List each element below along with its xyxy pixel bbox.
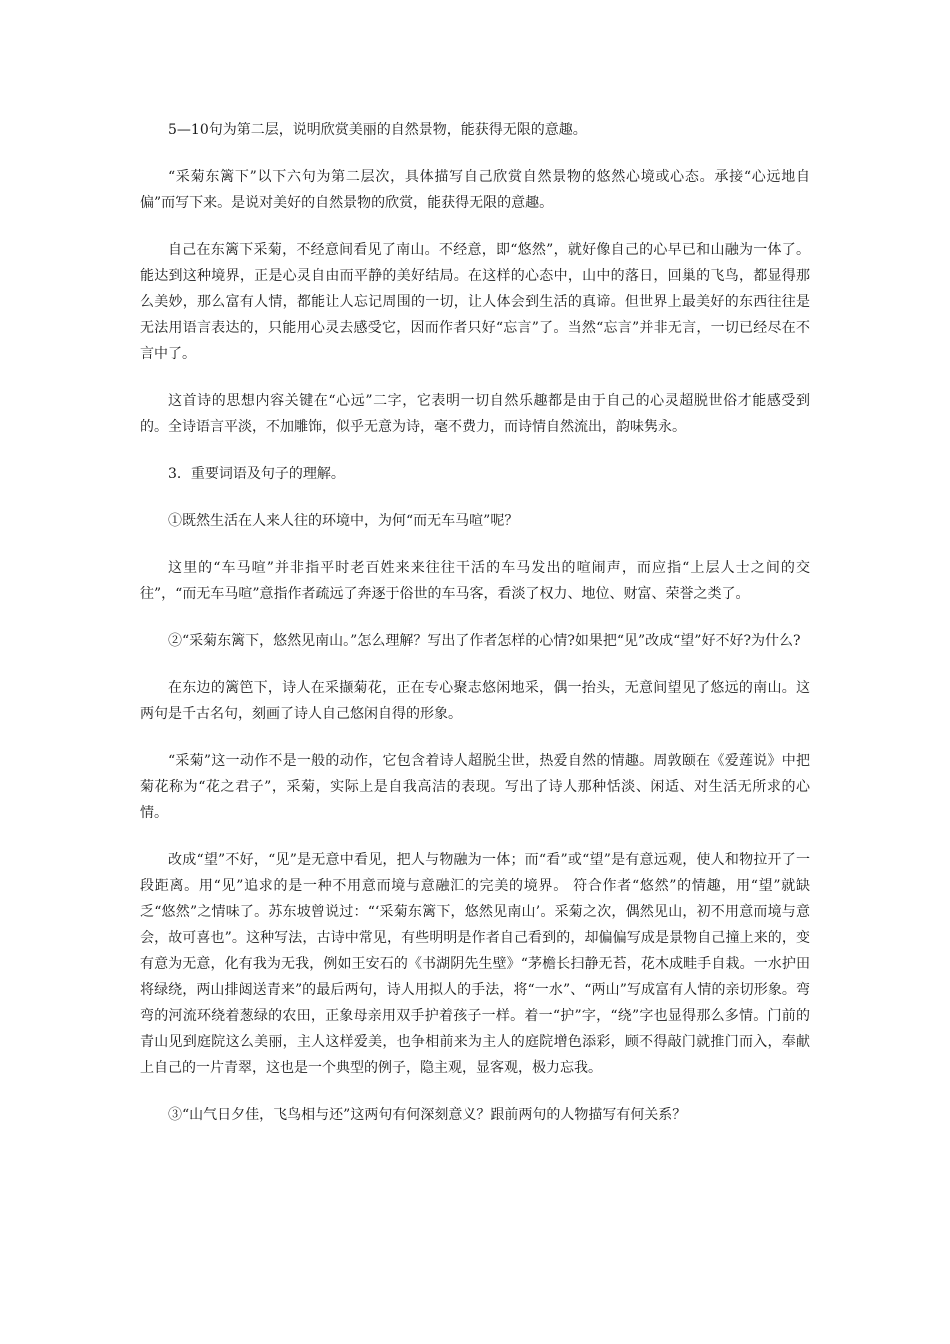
- question-2: ②“采菊东篱下，悠然见南山。”怎么理解？写出了作者怎样的心情?如果把“见”改成“望”好不好?为什么?: [168, 633, 801, 649]
- paragraph-caiju-section: “采菊东篱下”以下六句为第二层次，具体描写自己欣赏自然景物的悠然心境或心态。承接“心远地自偏”而写下来。是说对美好的自然景物的欣赏，能获得无限的意趣。: [140, 169, 810, 211]
- answer-2-part-1: 在东边的篱笆下，诗人在采撷菊花，正在专心聚志悠闲地采，偶一抬头，无意间望见了悠远的南山。这两句是千古名句，刻画了诗人自己悠闲自得的形象。: [140, 680, 810, 722]
- question-3: ③“山气日夕佳，飞鸟相与还”这两句有何深刻意义？跟前两句的人物描写有何关系？: [168, 1107, 687, 1123]
- paragraph-xinyuan-key: 这首诗的思想内容关键在“心远”二字，它表明一切自然乐趣都是由于自己的心灵超脱世俗才能感受到的。全诗语言平淡，不加雕饰，似乎无意为诗，毫不费力，而诗情自然流出，韵味隽永。: [140, 393, 810, 435]
- document-body: [140, 117, 810, 1149]
- answer-1: 这里的“车马喧”并非指平时老百姓来来往往干活的车马发出的喧闹声，而应指“上层人士之间的交往”，“而无车马喧”意指作者疏远了奔逐于俗世的车马客，看淡了权力、地位、财富、荣誉之类了。: [140, 560, 810, 602]
- answer-2-part-3: 改成“望”不好，“见”是无意中看见，把人与物融为一体；而“看”或“望”是有意远观，使人和物拉开了一段距离。用“见”追求的是一种不用意而境与意融汇的完美的境界。 符合作者“悠然”的情趣，用“望”就缺乏“悠然”之情味了。苏东坡曾说过：“‘采菊东篱下，悠然见南山’。采菊之次，偶然见山，初不用意而境与意会，故可喜也”。这种写法，古诗中常见，有些明明是作者自己看到的，却偏偏写成是景物自己撞上来的，变有意为无意，化有我为无我，例如王安石的《书湖阴先生壁》“茅檐长扫静无苔，花木成畦手自栽。一水护田将绿绕，两山排闼送青来”的最后两句，诗人用拟人的手法，将“一水”、“两山”写成富有人情的亲切形象。弯弯的河流环绕着葱绿的农田，正象母亲用双手护着孩子一样。着一“护”字，“绕”字也显得那么多情。门前的青山见到庭院这么美丽，主人这样爱美，也争相前来为主人的庭院增色添彩，顾不得敲门就推门而入，奉献上自己的一片青翠，这也是一个典型的例子，隐主观，显客观，极力忘我。: [140, 852, 810, 1076]
- answer-2-part-2: “采菊”这一动作不是一般的动作，它包含着诗人超脱尘世，热爱自然的情趣。周敦颐在《爱莲说》中把菊花称为“花之君子”，采菊，实际上是自我高洁的表现。写出了诗人那种恬淡、闲适、对生活无所求的心情。: [140, 753, 810, 821]
- question-1: ①既然生活在人来人往的环境中，为何“而无车马喧”呢？: [168, 513, 519, 529]
- paragraph-layer-two-intro: 5—10句为第二层，说明欣赏美丽的自然景物，能获得无限的意趣。: [168, 122, 587, 138]
- paragraph-nanshan-explanation: 自己在东篱下采菊，不经意间看见了南山。不经意，即“悠然”，就好像自己的心早已和山融为一体了。能达到这种境界，正是心灵自由而平静的美好结局。在这样的心态中，山中的落日，回巢的飞鸟，都显得那么美妙，那么富有人情，都能让人忘记周围的一切，让人体会到生活的真谛。但世界上最美好的东西往往是无法用语言表达的，只能用心灵去感受它，因而作者只好“忘言”了。当然“忘言”并非无言，一切已经尽在不言中了。: [140, 242, 810, 362]
- section-heading-key-phrases: 3．重要词语及句子的理解。: [168, 466, 345, 482]
